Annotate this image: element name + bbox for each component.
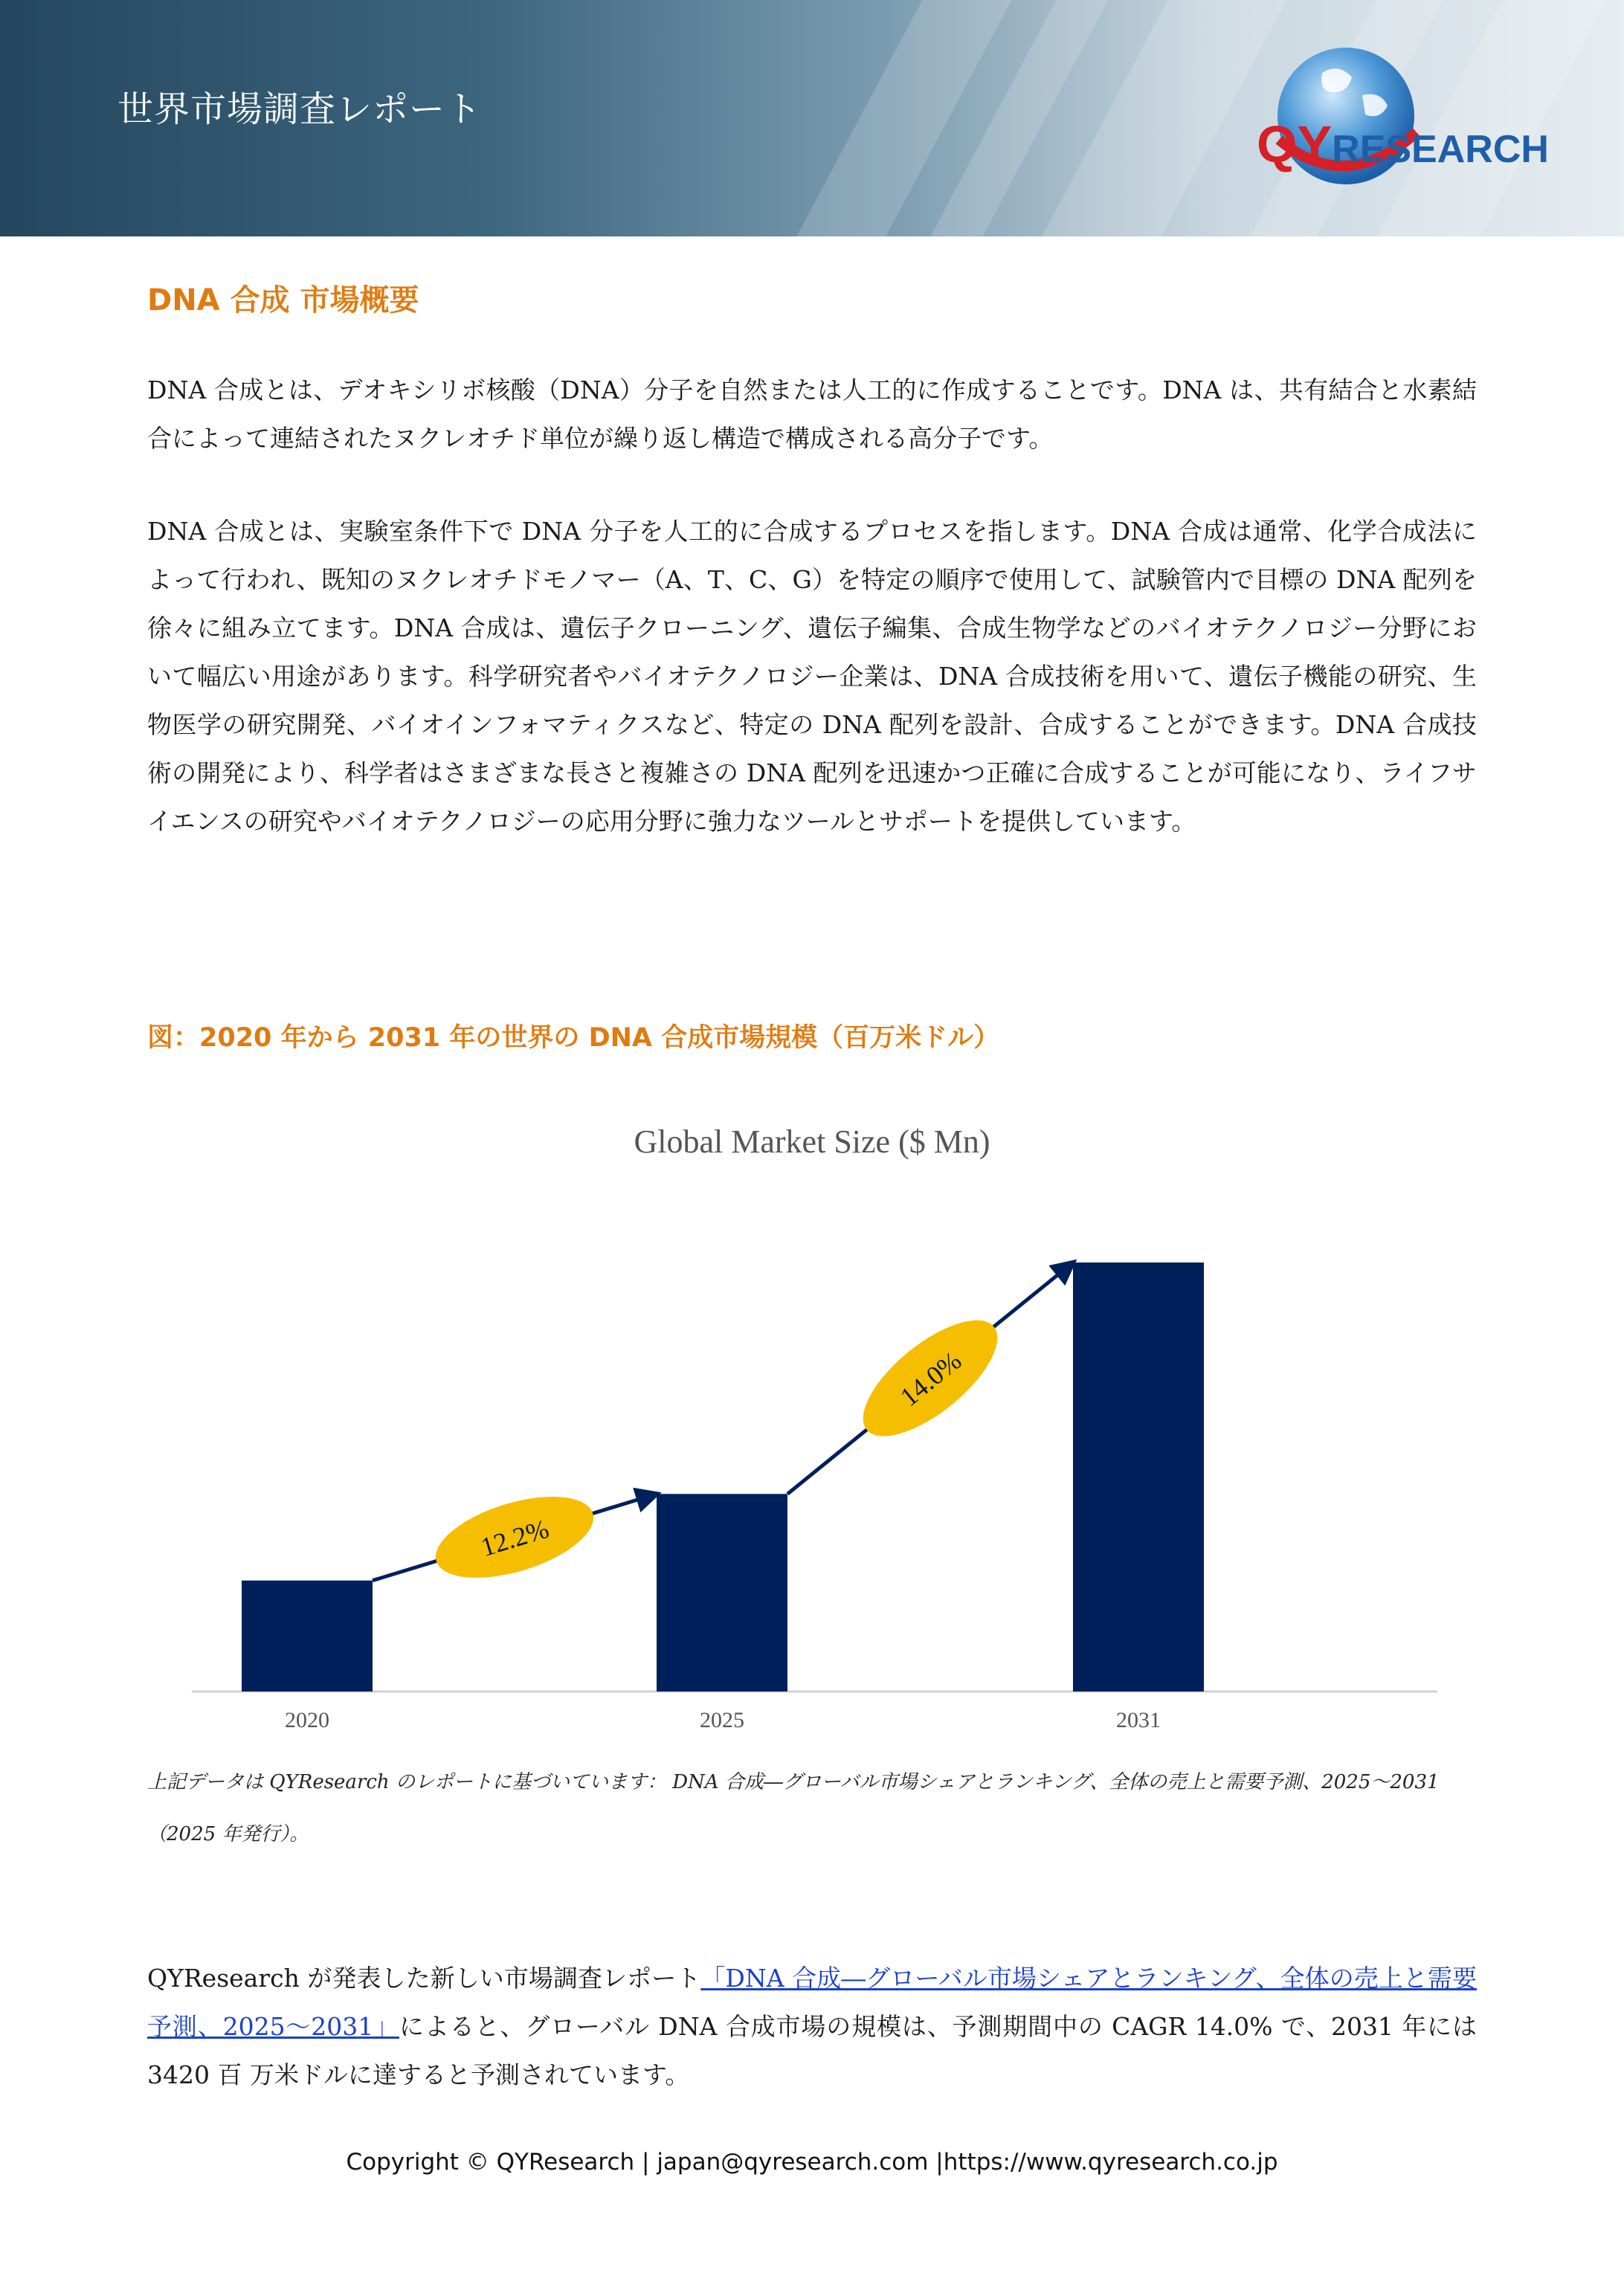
market-size-chart — [147, 1108, 1477, 1747]
summary-text-after: によると、グローバル DNA 合成市場の規模は、予測期間中の CAGR 14.0% で、2031 年には 3420 百 万米ドルに達すると予測されています。 — [147, 2012, 1478, 2089]
bar-2025 — [657, 1494, 787, 1692]
report-link[interactable]: 「DNA 合成―グローバル市場シェアとランキング、全体の売上と需要予測、2025～2031」 — [147, 1964, 1477, 2041]
x-tick-label-2025: 2025 — [700, 1708, 744, 1732]
x-tick-label-2020: 2020 — [285, 1708, 329, 1732]
qyresearch-logo — [1234, 43, 1562, 199]
overview-paragraph-1: DNA 合成とは、デオキシリボ核酸（DNA）分子を自然または人工的に作成することです。DNA は、共有結合と水素結合によって連結されたヌクレオチド単位が繰り返し構造で構成される高分子です。 — [147, 375, 1477, 453]
bar-2020 — [242, 1581, 373, 1692]
page-header — [0, 0, 1624, 236]
cagr-badge-1 — [426, 1480, 602, 1593]
header-title: 世界市場調査レポート — [117, 88, 483, 130]
source-note: 上記データは QYResearch のレポートに基づいています： DNA 合成―グローバル市場シェアとランキング、全体の売上と需要予測、2025～2031（2025 年発行）。 — [147, 1771, 1440, 1845]
cagr-label-2: 14.0% — [894, 1345, 967, 1413]
footer-copyright: Copyright © QYResearch | japan@qyresearch.com |https://www.qyresearch.co.jp — [346, 2149, 1278, 2176]
chart-title: Global Market Size ($ Mn) — [634, 1123, 990, 1160]
x-tick-label-2031: 2031 — [1116, 1708, 1161, 1732]
section-title: DNA 合成 市場概要 — [147, 283, 419, 317]
summary-text-before: QYResearch が発表した新しい市場調査レポート — [147, 1964, 701, 1993]
logo-qy-text: QY — [1257, 115, 1333, 173]
logo-research-text: RESEARCH — [1332, 128, 1549, 171]
bar-2031 — [1073, 1263, 1204, 1692]
overview-paragraph-2: DNA 合成とは、実験室条件下で DNA 分子を人工的に合成するプロセスを指します。DNA 合成は通常、化学合成法によって行われ、既知のヌクレオチドモノマー（A、T、C、G）を特定の順序で使用して、試験管内で目標の DNA 配列を徐々に組み立てます。DNA 合成は、遺伝子クローニング、遺伝子編集、合成生物学などのバイオテクノロジー分野において幅広い用途があります。科学研究者やバイオテクノロジー企業は、DNA 合成技術を用いて、遺伝子機能の研究、生物医学の研究開発、バイオインフォマティクスなど、特定の DNA 配列を設計、合成することができます。DNA 合成技術の開発により、科学者はさまざまな長さと複雑さの DNA 配列を迅速かつ正確に合成することが可能になり、ライフサイエンスの研究やバイオテクノロジーの応用分野に強力なツールとサポートを提供しています。 — [147, 517, 1477, 836]
figure-title: 図：2020 年から 2031 年の世界の DNA 合成市場規模（百万米ドル） — [147, 1023, 1000, 1053]
cagr-label-1: 12.2% — [477, 1513, 552, 1563]
summary-paragraph — [147, 1954, 1477, 2099]
cagr-badge-2 — [845, 1300, 1016, 1457]
